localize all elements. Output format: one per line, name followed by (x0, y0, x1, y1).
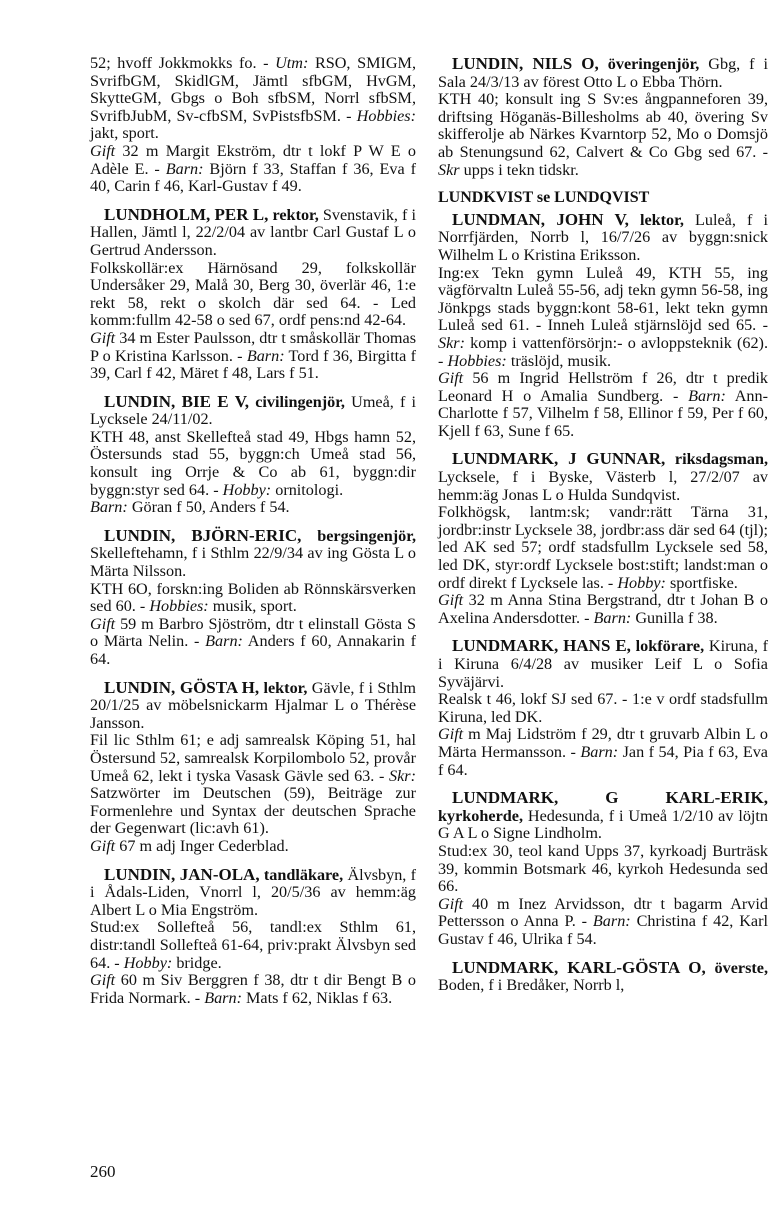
person-title: överste, (714, 958, 768, 977)
person-title: lokförare, (635, 637, 705, 656)
right-entries (438, 211, 768, 995)
field-label: Skr (438, 160, 460, 179)
field-label: Barn: (204, 988, 242, 1007)
field-label: Skr: (389, 766, 416, 785)
field-label: Barn: (205, 632, 243, 651)
entry-line: KTH 40; konsult ing S Sv:es ångpanneforen 39, driftsing Höganäs-Billesholms ab 40, övering Sv skifferolje ab Närkes Kvarntorp 52, Mo o Domsjö ab Stenungsund 62, Calvert & Co Gbg sed 67. - Skr upps i tekn tidskr. (438, 90, 768, 179)
entry-line: Gift 32 m Margit Ekström, dtr t lokf P W E o Adèle E. - Barn: Björn f 33, Staffan f 36, Eva f 40, Carin f 46, Karl-Gustav f 49. (90, 141, 416, 196)
entry-line: Ing:ex Tekn gymn Luleå 49, KTH 55, ing vägförvaltn Luleå 55-56, adj tekn gymn 56-58, ing Jönkpgs stads byggn:kont 58-61, lekt tekn gymn Luleå sed 61. - Inneh Luleå stjärnslöjd sed 65. - Skr: komp i vattenförsörjn:- o avloppsteknik (62). - Hobbies: träslöjd, musik. (438, 263, 768, 370)
entry-origin: Kiruna, f i Kiruna 6/4/28 av musiker Leif L o Sofia Syväjärvi. (438, 637, 769, 691)
entry-heading (438, 55, 768, 91)
entry-line: Gift 40 m Inez Arvidsson, dtr t bagarm Arvid Pettersson o Anna P. - Barn: Christina f 42, Karl Gustav f 46, Ulrika f 54. (438, 894, 768, 948)
field-label: Barn: (593, 608, 632, 627)
right-column (438, 55, 768, 1005)
person-name: LUNDIN, BJÖRN-ERIC, (104, 525, 302, 545)
right-entries-before-xref (438, 55, 768, 179)
biography-entry (438, 637, 768, 779)
entry-heading (90, 393, 416, 429)
biography-entry (90, 527, 416, 669)
person-title: civilingenjör, (255, 392, 345, 411)
field-label: Gift (438, 725, 464, 744)
entry-line: Gift 34 m Ester Paulsson, dtr t småskollär Thomas P o Kristina Karlsson. - Barn: Tord f 36, Birgitta f 39, Carl f 42, Märet f 48, Lars f 51. (90, 328, 416, 383)
entry-heading (90, 679, 416, 733)
biography-entry (438, 211, 768, 441)
left-column (90, 55, 416, 1017)
entry-origin: Lycksele, f i Byske, Västerb l, 27/2/07 av hemm:äg Jonas L o Hulda Sundqvist. (438, 468, 768, 504)
biography-entry (90, 393, 416, 517)
field-label: Gift (90, 971, 116, 990)
field-label: Hobbies: (447, 351, 507, 370)
biography-entry (438, 789, 768, 948)
field-label: Gift (438, 591, 464, 610)
person-name: LUNDMARK, G KARL-ERIK, (452, 788, 768, 808)
entry-line: Fil lic Sthlm 61; e adj samrealsk Köping 51, hal Östersund 52, samrealsk Korpilombolo 52, provår Umeå 62, lekt i tyska Vasask Gävle sed 63. - Skr: Satzwörter im Deutschen (59), Beiträge zur Formenlehre und Syntax der deutschen Sprache der Gegenwart (lic:avh 61). (90, 731, 416, 838)
biography-entry (438, 450, 768, 627)
entry-origin: Luleå, f i Norrfjärden, Norrb l, 16/7/26 av byggn:snick Wilhelm L o Kristina Eriksson. (438, 210, 768, 264)
entry-heading (438, 637, 768, 691)
field-label: Skr: (438, 333, 465, 352)
field-label: Hobbies: (356, 106, 416, 125)
entry-heading (438, 211, 768, 265)
field-label: Gift (90, 328, 116, 347)
entry-line: Gift 56 m Ingrid Hellström f 26, dtr t predik Leonard H o Amalia Sundberg. - Barn: Ann-Charlotte f 57, Vilhelm f 58, Ellinor f 59, Per f 60, Kjell f 63, Sune f 65. (438, 369, 768, 440)
person-title: överingenjör, (607, 55, 700, 73)
entry-line: 52; hvoff Jokkmokks fo. - Utm: RSO, SMIGM, SvrifbGM, SkidlGM, Jämtl sfbGM, HvGM, SkytteGM, Gbgs o Boh sfbSM, Norrl sfbSM, SvrifbJubM, Sv-cfbSM, SvPistsfbSM. - Hobbies: jakt, sport. (90, 54, 416, 143)
field-label: Gift (438, 369, 464, 388)
entry-line: Gift 32 m Anna Stina Bergstrand, dtr t Johan B o Axelina Andersdotter. - Barn: Gunilla f 38. (438, 591, 768, 627)
entry-heading (438, 789, 768, 843)
entry-line: Gift 59 m Barbro Sjöström, dtr t elinstall Gösta S o Märta Nelin. - Barn: Anders f 60, Annakarin f 64. (90, 614, 416, 668)
person-title: bergsingenjör, (317, 526, 416, 545)
field-label: Barn: (592, 912, 631, 931)
entry-heading (90, 206, 416, 260)
field-label: Barn: (688, 386, 726, 405)
person-title: riksdagsman, (674, 450, 768, 469)
field-label: Hobby: (222, 480, 272, 499)
person-title: rektor, (272, 205, 319, 224)
person-title: tandläkare, (263, 865, 344, 884)
person-name: LUNDMARK, HANS E, (452, 636, 631, 656)
field-label: Gift (90, 141, 116, 160)
field-label: Barn: (580, 742, 619, 761)
field-label: Hobby: (123, 953, 173, 972)
entry-line: Stud:ex Sollefteå 56, tandl:ex Sthlm 61, distr:tandl Sollefteå 61-64, priv:prakt Älvsbyn sed 64. - Hobby: bridge. (90, 918, 416, 972)
field-label: Gift (90, 836, 116, 855)
biography-entry (438, 55, 768, 179)
person-name: LUNDIN, GÖSTA H, (104, 677, 260, 697)
person-name: LUNDIN, NILS O, (452, 54, 599, 73)
person-name: LUNDMAN, JOHN V, (452, 209, 629, 229)
page-number: 260 (90, 1162, 116, 1181)
field-label: Gift (438, 894, 464, 913)
entry-origin: Umeå, f i Lycksele 24/11/02. (90, 392, 417, 429)
biography-entry (90, 866, 416, 1008)
entry-origin: Gävle, f i Sthlm 20/1/25 av möbelsnickarm Hjalmar L o Thérèse Jansson. (90, 678, 416, 732)
person-title: kyrkoherde, (438, 806, 523, 825)
entry-line: KTH 6O, forskn:ing Boliden ab Rönnskärsverken sed 60. - Hobbies: musik, sport. (90, 579, 416, 616)
continued-entry (90, 55, 416, 196)
entry-origin: Hedesunda, f i Umeå 1/2/10 av löjtn G A L o Signe Lindholm. (438, 806, 768, 843)
entry-line: Folkskollär:ex Härnösand 29, folkskollär Undersåker 29, Malå 30, Berg 30, överlär 46, 1:e rekt 58, rekt o skolch där sed 64. - Led komm:fullm 42-58 o sed 67, ordf pens:nd 42-64. (90, 258, 416, 330)
cross-reference: LUNDKVIST se LUNDQVIST (438, 189, 650, 207)
field-label: Barn: (246, 346, 285, 365)
field-label: Hobbies: (149, 597, 209, 616)
person-name: LUNDHOLM, PER L, (104, 204, 269, 224)
entry-heading (90, 527, 416, 581)
entry-line: KTH 48, anst Skellefteå stad 49, Hbgs hamn 52, Östersunds stad 55, byggn:ch Umeå stad 56, konsult ing Orrje & Co ab 61, byggn:dir byggn:styr sed 64. - Hobby: ornitologi. (90, 427, 416, 499)
entry-line: Realsk t 46, lokf SJ sed 67. - 1:e v ordf stadsfullm Kiruna, led DK. (438, 690, 768, 726)
biography-entry (90, 206, 416, 383)
field-label: Utm: (275, 54, 309, 72)
entry-line: Folkhögsk, lantm:sk; vandr:rätt Tärna 31, jordbr:instr Lycksele 38, jordbr:ass där sed 64 (tjl); led AK sed 57; ordf stadsfullm Lycksele sed 58, led DK, styr:ordf Lycksele bost:stift; landst:man o ordf direkt f Lycksele las. - Hobby: sportfiske. (438, 503, 768, 592)
entry-line: Stud:ex 30, teol kand Upps 37, kyrkoadj Burträsk 39, kommin Botsmark 46, kyrkoh Hedesunda sed 66. (438, 841, 768, 896)
entry-origin: Skelleftehamn, f i Sthlm 22/9/34 av ing Gösta L o Märta Nilsson. (90, 544, 416, 581)
entry-origin: Svenstavik, f i Hallen, Jämtl l, 22/2/04 av lantbr Carl Gustaf L o Gertrud Andersson. (90, 205, 417, 259)
field-label: Hobby: (617, 573, 666, 592)
entry-origin: Gbg, f i Sala 24/3/13 av förest Otto L o Ebba Thörn. (438, 55, 768, 91)
entry-line: Gift 67 m adj Inger Cederblad. (90, 836, 289, 855)
person-name: LUNDMARK, KARL-GÖSTA O, (452, 957, 706, 977)
person-name: LUNDIN, JAN-OLA, (104, 864, 260, 884)
biography-entry (438, 959, 768, 995)
entry-heading (438, 959, 768, 995)
left-entries (90, 206, 416, 1008)
field-label: Gift (90, 614, 116, 633)
field-label: Barn: (165, 159, 204, 178)
entry-line: Gift 60 m Siv Berggren f 38, dtr t dir Bengt B o Frida Normark. - Barn: Mats f 62, Niklas f 63. (90, 971, 416, 1007)
entry-origin: Boden, f i Bredåker, Norrb l, (438, 976, 625, 995)
entry-heading (438, 450, 768, 504)
entry-origin: Älvsbyn, f i Ådals-Liden, Vnorrl l, 20/5/36 av hemm:äg Albert L o Mia Engström. (90, 865, 416, 919)
person-title: lektor, (263, 678, 308, 697)
field-label: Barn: (90, 498, 128, 517)
entry-line: Barn: Göran f 50, Anders f 54. (90, 498, 290, 517)
entry-line: Gift m Maj Lidström f 29, dtr t gruvarb Albin L o Märta Hermansson. - Barn: Jan f 54, Pia f 63, Eva f 64. (438, 725, 768, 779)
person-title: lektor, (639, 210, 684, 229)
biography-entry (90, 679, 416, 856)
person-name: LUNDIN, BIE E V, (104, 391, 250, 411)
person-name: LUNDMARK, J GUNNAR, (452, 449, 666, 469)
entry-heading (90, 866, 416, 920)
